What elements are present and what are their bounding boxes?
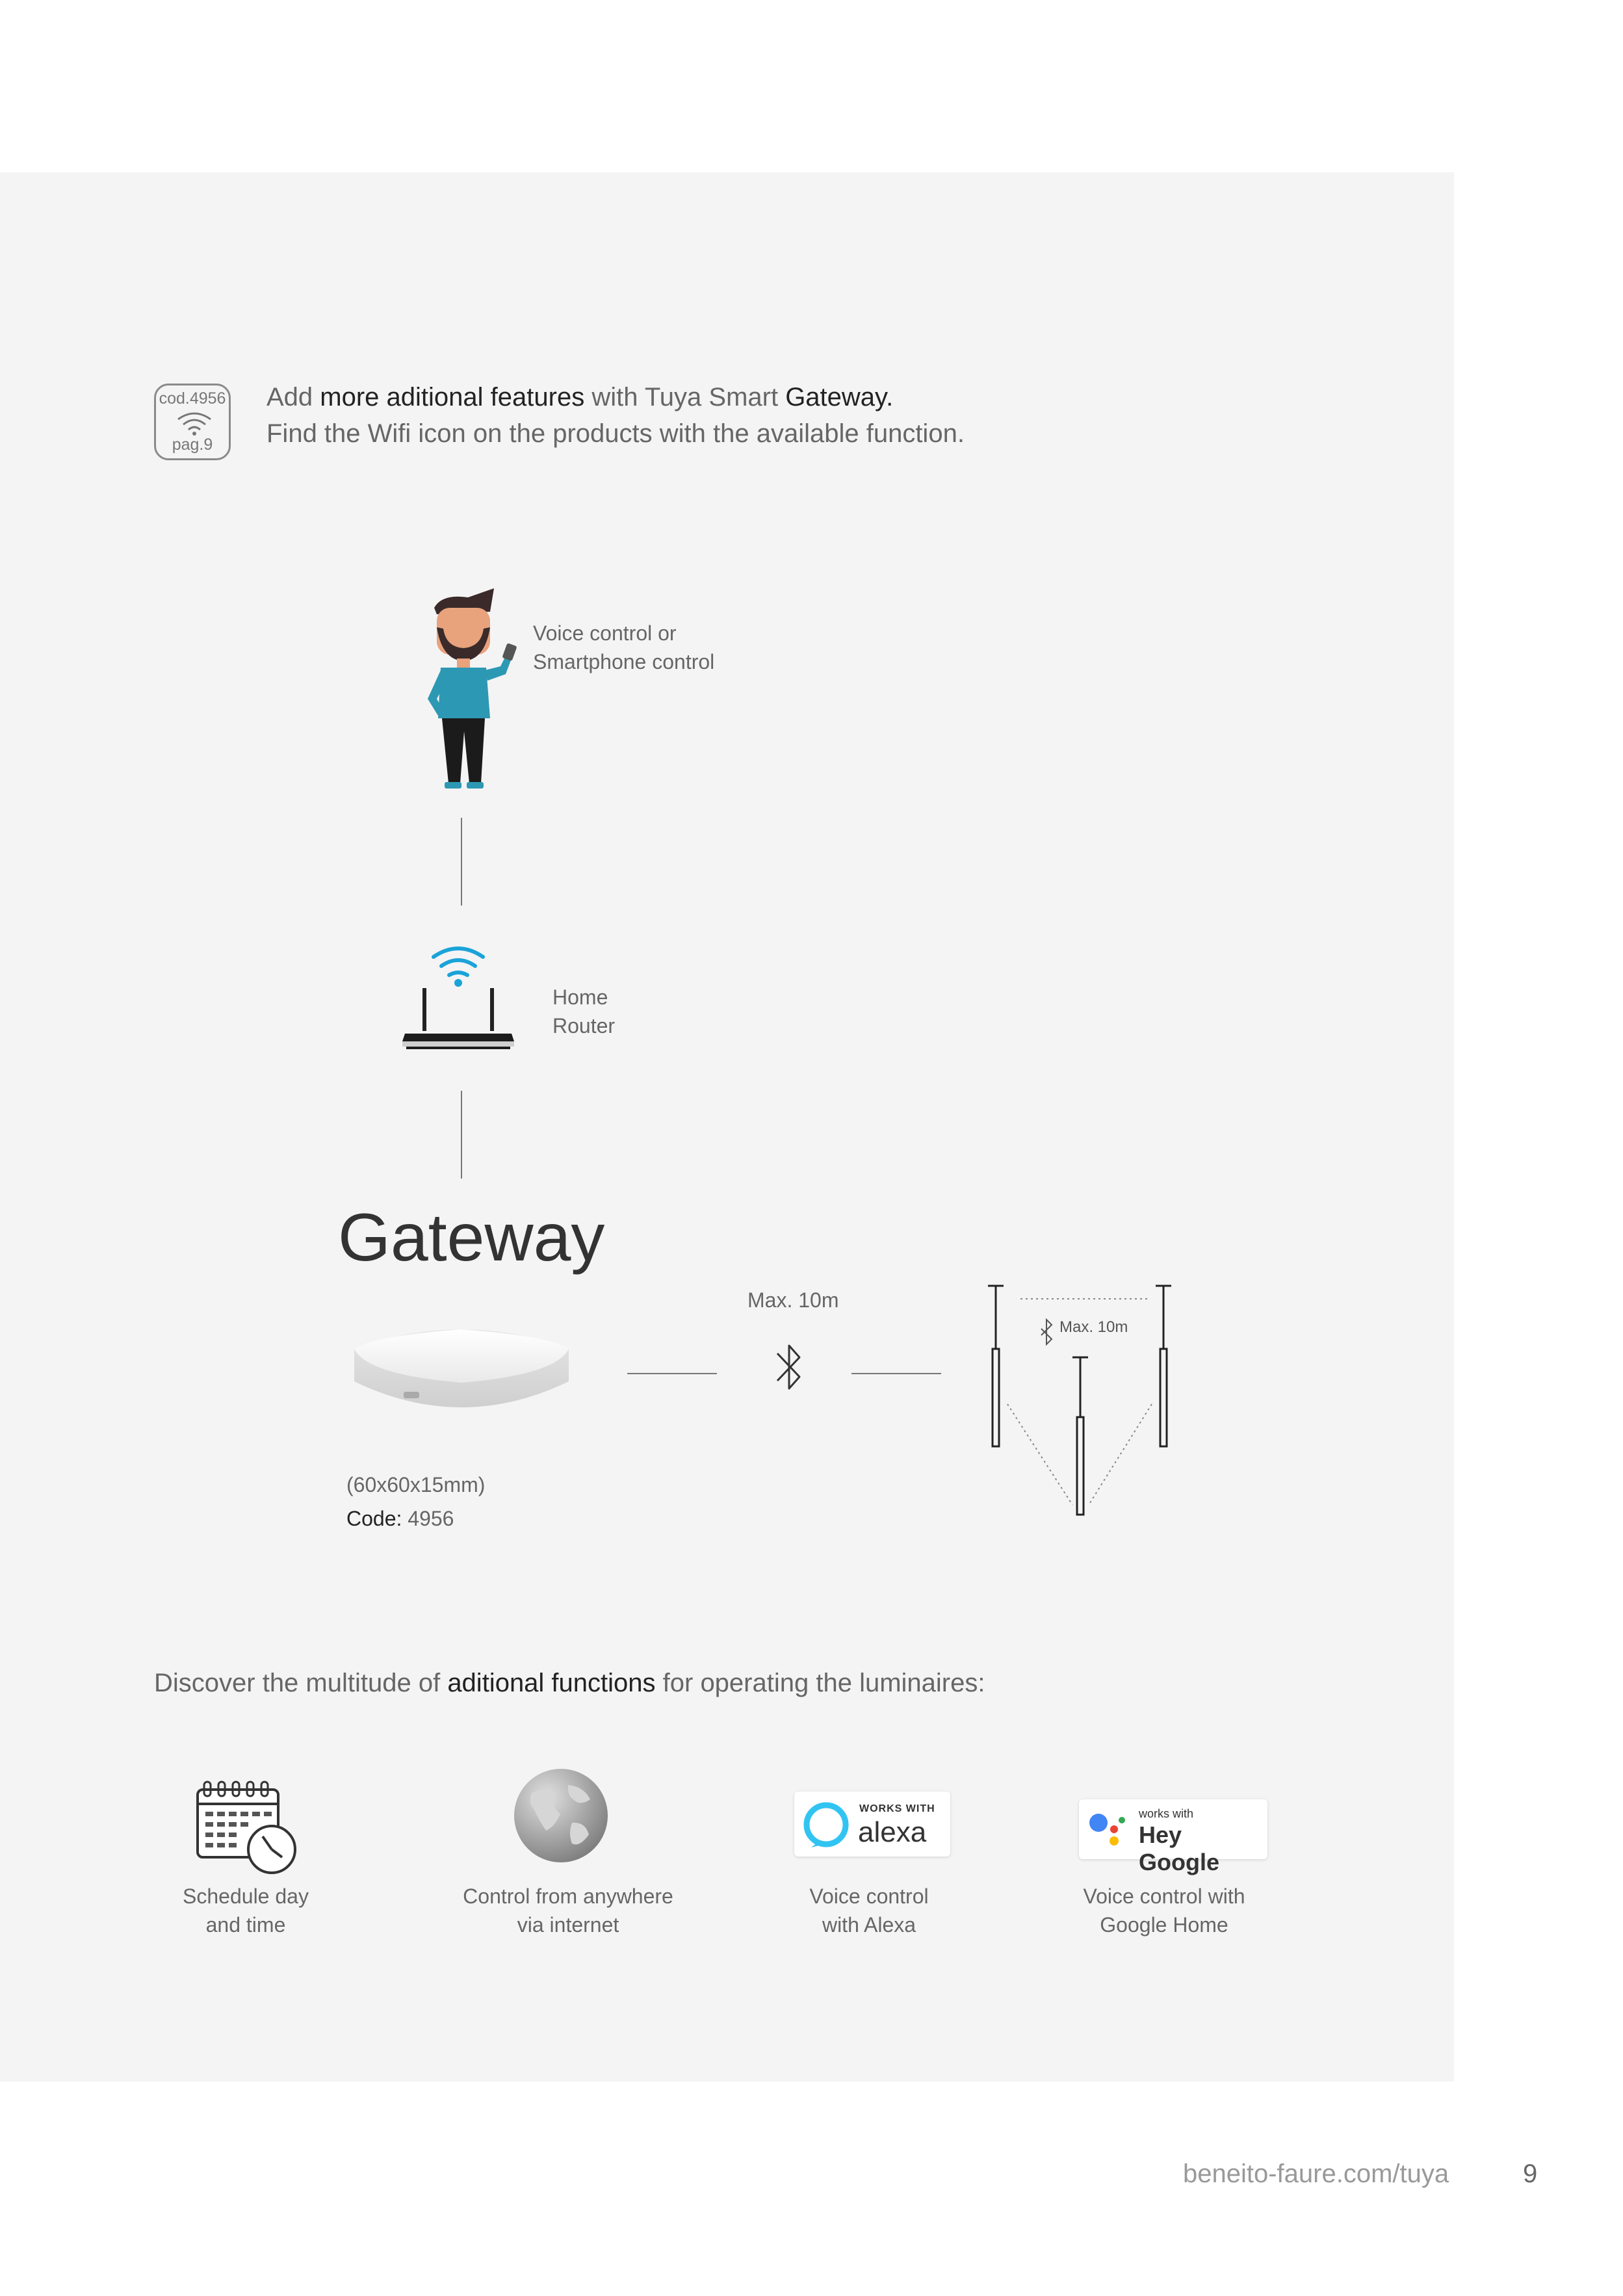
feature-internet-line2: via internet [517, 1913, 619, 1937]
router-label-line1: Home [552, 985, 608, 1009]
feature-internet-label [425, 1882, 711, 1939]
lamp-distance-label: Max. 10m [1059, 1318, 1128, 1336]
feature-alexa-line2: with Alexa [822, 1913, 916, 1937]
page-number: 9 [1523, 2159, 1538, 2188]
wifi-badge [154, 384, 231, 460]
gateway-title: Gateway [338, 1200, 605, 1275]
feature-alexa-line1: Voice control [809, 1885, 929, 1908]
badge-page: pag.9 [172, 436, 213, 454]
code-label: Code: [346, 1507, 402, 1530]
feature-google-label [1021, 1882, 1307, 1939]
intro-text [266, 379, 965, 452]
footer-url[interactable]: beneito-faure.com/tuya [1183, 2159, 1449, 2188]
feature-schedule-line1: Schedule day [183, 1885, 309, 1908]
bluetooth-line-left [627, 1373, 717, 1374]
wifi-icon [175, 410, 213, 436]
person-label-line1: Voice control or [533, 621, 677, 645]
pendant-lamps-illustration [981, 1281, 1176, 1521]
google-big-text: Hey Google [1139, 1821, 1219, 1875]
code-value: 4956 [402, 1507, 454, 1530]
intro-text-c: with Tuya Smart [584, 383, 786, 411]
gateway-device-image [348, 1310, 575, 1440]
discover-text-b: aditional functions [447, 1669, 656, 1697]
feature-internet-line1: Control from anywhere [463, 1885, 673, 1908]
connector-line [461, 818, 462, 906]
feature-schedule-line2: and time [205, 1913, 286, 1937]
feature-google-line2: Google Home [1100, 1913, 1228, 1937]
globe-icon [512, 1767, 610, 1864]
feature-schedule-label [103, 1882, 389, 1939]
gateway-spec [346, 1468, 485, 1535]
alexa-logo [794, 1792, 950, 1857]
connector-line [461, 1091, 462, 1179]
alexa-ring-icon [802, 1801, 850, 1849]
person-label [533, 619, 714, 676]
google-assistant-icon [1088, 1811, 1127, 1847]
person-label-line2: Smartphone control [533, 650, 715, 673]
calendar-clock-icon [195, 1778, 299, 1875]
router-illustration [400, 943, 517, 1053]
discover-text-a: Discover the multitude of [154, 1669, 448, 1697]
intro-line-2: Find the Wifi icon on the products with the available function. [266, 419, 965, 448]
discover-text-c: for operating the luminaires: [655, 1669, 985, 1697]
router-label [552, 983, 615, 1040]
bluetooth-icon [773, 1339, 805, 1395]
badge-code: cod.4956 [159, 389, 226, 408]
gateway-dimensions: (60x60x15mm) [346, 1473, 486, 1496]
google-logo [1079, 1799, 1267, 1875]
feature-google-line1: Voice control with [1083, 1885, 1245, 1908]
person-illustration [422, 588, 520, 796]
router-label-line2: Router [552, 1014, 616, 1037]
feature-alexa-label [726, 1882, 1012, 1939]
discover-text [154, 1669, 985, 1698]
bluetooth-line-right [851, 1373, 941, 1374]
intro-text-b: more aditional features [320, 383, 585, 411]
distance-label: Max. 10m [747, 1288, 839, 1312]
intro-text-a: Add [266, 383, 320, 411]
alexa-small-text: WORKS WITH [859, 1803, 935, 1814]
google-small-text: works with [1139, 1807, 1194, 1820]
alexa-big-text: alexa [858, 1816, 927, 1848]
intro-text-d: Gateway. [785, 383, 894, 411]
